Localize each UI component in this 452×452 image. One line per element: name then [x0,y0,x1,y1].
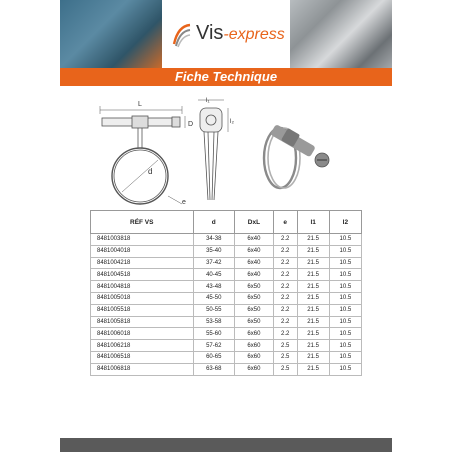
table-cell: 8481004018 [91,245,194,257]
table-row [91,292,362,304]
dim-label-l1: l₁ [206,97,210,104]
col-header-e: e [273,211,297,234]
table-cell: 45-50 [193,292,235,304]
dim-label-d: d [148,167,153,176]
table-row [91,351,362,363]
table-row [91,304,362,316]
table-cell: 2.5 [273,363,297,375]
table-cell: 21.5 [297,363,329,375]
brand-logo [172,20,285,50]
table-cell: 21.5 [297,351,329,363]
table-cell: 2.2 [273,328,297,340]
front-view [100,106,185,204]
table-cell: 10.5 [329,316,361,328]
table-cell: 40-45 [193,269,235,281]
table-cell: 2.5 [273,351,297,363]
table-cell: 2.2 [273,245,297,257]
table-cell: 2.2 [273,269,297,281]
table-row [91,257,362,269]
table-cell: 2.5 [273,340,297,352]
table-cell: 8481006818 [91,363,194,375]
table-cell: 63-68 [193,363,235,375]
specs-table [90,210,362,376]
table-cell: 8481006218 [91,340,194,352]
table-cell: 43-48 [193,281,235,293]
table-cell: 2.2 [273,257,297,269]
page-header [0,0,452,68]
table-cell: 10.5 [329,363,361,375]
table-cell: 55-60 [193,328,235,340]
col-header-d: d [193,211,235,234]
table-cell: 21.5 [297,281,329,293]
table-cell: 6x50 [235,281,274,293]
table-cell: 2.2 [273,316,297,328]
table-cell: 8481003818 [91,234,194,246]
table-cell: 6x40 [235,269,274,281]
table-cell: 10.5 [329,269,361,281]
table-cell: 6x40 [235,245,274,257]
table-cell: 35-40 [193,245,235,257]
table-header-row [91,211,362,234]
table-row [91,281,362,293]
table-cell: 10.5 [329,281,361,293]
dim-label-l2: l₂ [230,118,234,125]
table-cell: 6x50 [235,316,274,328]
product-image [264,124,329,188]
table-cell: 21.5 [297,257,329,269]
table-cell: 50-55 [193,304,235,316]
table-row [91,340,362,352]
col-header-l1: l1 [297,211,329,234]
col-header-l2: l2 [329,211,361,234]
table-cell: 57-62 [193,340,235,352]
table-cell: 10.5 [329,257,361,269]
table-row [91,269,362,281]
table-cell: 6x40 [235,234,274,246]
table-cell: 8481004518 [91,269,194,281]
table-cell: 21.5 [297,316,329,328]
table-cell: 8481004818 [91,281,194,293]
table-cell: 10.5 [329,292,361,304]
table-cell: 10.5 [329,328,361,340]
table-cell: 10.5 [329,234,361,246]
table-row [91,328,362,340]
table-cell: 8481005518 [91,304,194,316]
table-cell: 21.5 [297,304,329,316]
table-cell: 10.5 [329,351,361,363]
table-cell: 53-58 [193,316,235,328]
table-cell: 10.5 [329,245,361,257]
dim-label-L: L [138,101,142,108]
table-cell: 6x60 [235,328,274,340]
table-cell: 6x60 [235,340,274,352]
table-cell: 34-38 [193,234,235,246]
table-cell: 21.5 [297,245,329,257]
table-cell: 10.5 [329,340,361,352]
logo-swoosh-icon [172,22,192,48]
table-body [91,234,362,376]
footer-bar [60,438,392,452]
page-title: Fiche Technique [174,69,278,84]
table-cell: 6x60 [235,363,274,375]
table-row [91,316,362,328]
dim-label-e: e [182,199,186,206]
table-cell: 2.2 [273,292,297,304]
table-row [91,234,362,246]
table-cell: 6x50 [235,292,274,304]
table-cell: 8481006018 [91,328,194,340]
table-cell: 8481006518 [91,351,194,363]
table-cell: 2.2 [273,234,297,246]
brand-name: Vis-express [196,22,285,44]
tools-photo [60,0,162,68]
table-cell: 21.5 [297,328,329,340]
table-cell: 2.2 [273,304,297,316]
table-cell: 60-65 [193,351,235,363]
dim-label-D: D [188,121,194,128]
side-view [198,100,228,200]
table-cell: 6x60 [235,351,274,363]
technical-drawing [90,96,360,208]
table-cell: 8481005018 [91,292,194,304]
table-cell: 8481004218 [91,257,194,269]
table-cell: 21.5 [297,340,329,352]
table-row [91,363,362,375]
table-cell: 21.5 [297,234,329,246]
table-cell: 6x40 [235,257,274,269]
table-cell: 2.2 [273,281,297,293]
table-row [91,245,362,257]
title-banner [60,68,392,86]
screws-photo [290,0,392,68]
table-cell: 37-42 [193,257,235,269]
table-cell: 8481005818 [91,316,194,328]
col-header-dxl: DxL [235,211,274,234]
col-header-ref: RÉF VS [91,211,194,234]
table-cell: 21.5 [297,292,329,304]
table-cell: 21.5 [297,269,329,281]
table-cell: 6x50 [235,304,274,316]
table-cell: 10.5 [329,304,361,316]
